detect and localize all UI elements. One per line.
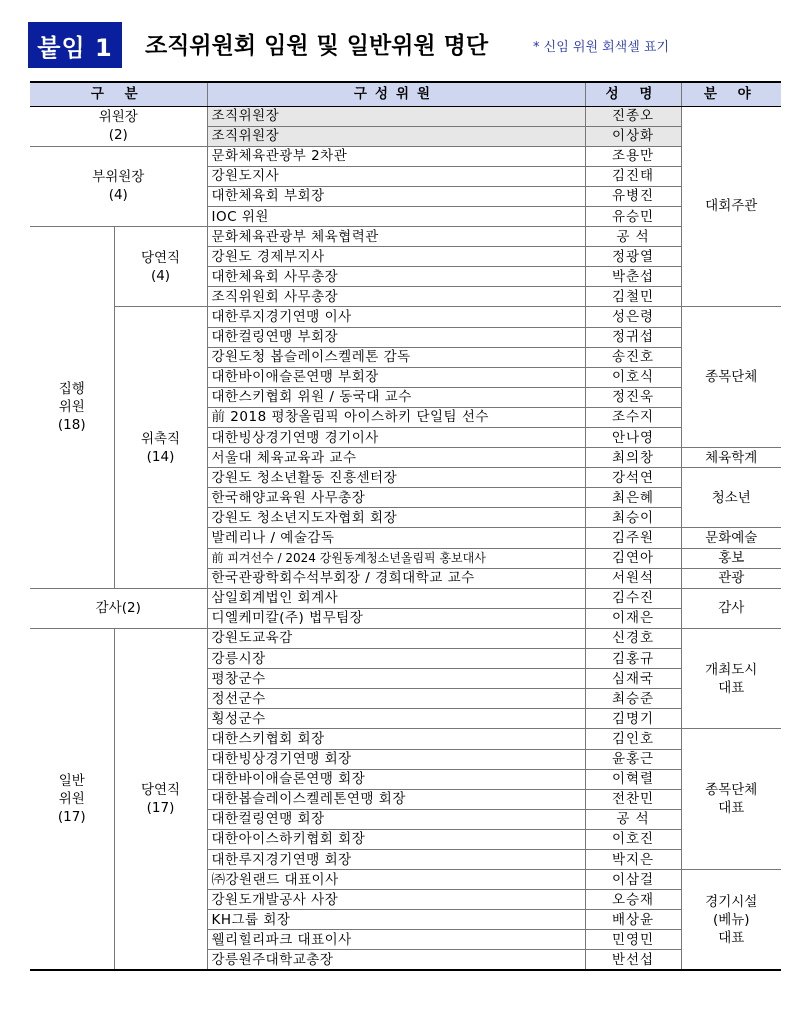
group-ex-officio-general: 당연직 (17) — [114, 628, 207, 970]
member-name: 공 석 — [585, 809, 681, 829]
member-name: 이혁렬 — [585, 769, 681, 789]
member-name: 정광열 — [585, 247, 681, 267]
member-name: 최은혜 — [585, 488, 681, 508]
member-name: 정귀섭 — [585, 327, 681, 347]
member-role: 횡성군수 — [207, 709, 585, 729]
field-academia: 체육학계 — [681, 448, 781, 468]
header-field: 분 야 — [681, 82, 781, 106]
member-role: 웰리힐리파크 대표이사 — [207, 930, 585, 950]
group-vice-chair: 부위원장 (4) — [30, 146, 207, 226]
group-auditor: 감사(2) — [30, 588, 207, 628]
member-role: 조직위원장 — [207, 106, 585, 126]
member-role: 한국해양교육원 사무총장 — [207, 488, 585, 508]
member-role: 대한컬링연맹 회장 — [207, 809, 585, 829]
table-row — [30, 588, 781, 608]
member-role: 대한체육회 사무총장 — [207, 267, 585, 287]
member-role: 대한스키협회 위원 / 동국대 교수 — [207, 387, 585, 407]
member-role: 대한컬링연맹 부회장 — [207, 327, 585, 347]
member-role: 발레리나 / 예술감독 — [207, 528, 585, 548]
header-category: 구 분 — [30, 82, 207, 106]
table-row — [30, 307, 781, 327]
legend-note: * 신임 위원 회색셀 표기 — [533, 40, 670, 55]
member-role: ㈜강원랜드 대표이사 — [207, 870, 585, 890]
member-name: 오승재 — [585, 890, 681, 910]
member-name: 신경호 — [585, 628, 681, 648]
member-name: 최승준 — [585, 689, 681, 709]
table-row — [30, 628, 781, 648]
member-name: 유병진 — [585, 186, 681, 206]
header-name: 성 명 — [585, 82, 681, 106]
member-name: 성은령 — [585, 307, 681, 327]
member-name: 서원석 — [585, 568, 681, 588]
member-role: 문화체육관광부 2차관 — [207, 146, 585, 166]
member-name: 김명기 — [585, 709, 681, 729]
member-name: 배상윤 — [585, 910, 681, 930]
member-name: 진종오 — [585, 106, 681, 126]
member-name: 김인호 — [585, 729, 681, 749]
group-executive: 집행 위원 (18) — [30, 227, 114, 589]
member-role: 강릉시장 — [207, 649, 585, 669]
member-role: 대한스키협회 회장 — [207, 729, 585, 749]
field-tourism: 관광 — [681, 568, 781, 588]
member-role: 강릉원주대학교총장 — [207, 950, 585, 970]
member-name: 김주원 — [585, 528, 681, 548]
page-title: 조직위원회 임원 및 일반위원 명단 — [145, 33, 489, 59]
member-role: 대한바이애슬론연맹 부회장 — [207, 367, 585, 387]
member-role: 대한봅슬레이스켈레톤연맹 회장 — [207, 789, 585, 809]
member-name: 김연아 — [585, 548, 681, 568]
header-member: 구성위원 — [207, 82, 585, 106]
member-role: 前 피겨선수 / 2024 강원동계청소년올림픽 홍보대사 — [207, 548, 585, 568]
member-name: 반선섭 — [585, 950, 681, 970]
member-role: 대한바이애슬론연맹 회장 — [207, 769, 585, 789]
member-name: 박춘섭 — [585, 267, 681, 287]
table-row — [30, 106, 781, 126]
member-name: 최승이 — [585, 508, 681, 528]
table-header-row — [30, 82, 781, 106]
member-role: KH그룹 회장 — [207, 910, 585, 930]
group-chair: 위원장 (2) — [30, 106, 207, 146]
member-name: 김진태 — [585, 166, 681, 186]
group-ex-officio-exec: 당연직 (4) — [114, 227, 207, 307]
table-row — [30, 146, 781, 166]
member-name: 강석연 — [585, 468, 681, 488]
member-role: IOC 위원 — [207, 206, 585, 226]
member-name: 이호식 — [585, 367, 681, 387]
field-sports-org: 종목단체 — [681, 307, 781, 448]
member-name: 김홍규 — [585, 649, 681, 669]
member-role: 강원도 청소년활동 진흥센터장 — [207, 468, 585, 488]
field-host-city: 개최도시 대표 — [681, 628, 781, 728]
member-name: 조용만 — [585, 146, 681, 166]
committee-roster-table — [30, 81, 781, 971]
member-role: 한국관광학회수석부회장 / 경희대학교 교수 — [207, 568, 585, 588]
member-role: 대한루지경기연맹 회장 — [207, 849, 585, 869]
member-role: 강원도교육감 — [207, 628, 585, 648]
field-venue: 경기시설 (베뉴) 대표 — [681, 870, 781, 970]
field-audit: 감사 — [681, 588, 781, 628]
member-role: 강원도개발공사 사장 — [207, 890, 585, 910]
group-appointed: 위촉직 (14) — [114, 307, 207, 588]
member-role: 대한빙상경기연맹 경기이사 — [207, 428, 585, 448]
member-name: 공 석 — [585, 227, 681, 247]
member-role: 강원도 청소년지도자협회 회장 — [207, 508, 585, 528]
member-role: 정선군수 — [207, 689, 585, 709]
field-culture: 문화예술 — [681, 528, 781, 548]
field-organizer: 대회주관 — [681, 106, 781, 307]
member-name: 조수지 — [585, 407, 681, 427]
member-name: 이삼걸 — [585, 870, 681, 890]
member-name: 이호진 — [585, 829, 681, 849]
member-role: 대한아이스하키협회 회장 — [207, 829, 585, 849]
field-youth: 청소년 — [681, 468, 781, 528]
member-name: 박지은 — [585, 849, 681, 869]
member-name: 김철민 — [585, 287, 681, 307]
member-name: 정진욱 — [585, 387, 681, 407]
field-sports-org-rep: 종목단체 대표 — [681, 729, 781, 870]
member-role: 대한빙상경기연맹 회장 — [207, 749, 585, 769]
member-name: 심재국 — [585, 669, 681, 689]
member-role: 조직위원회 사무총장 — [207, 287, 585, 307]
member-name: 송진호 — [585, 347, 681, 367]
member-name: 이상화 — [585, 126, 681, 146]
member-name: 유승민 — [585, 206, 681, 226]
member-role: 평창군수 — [207, 669, 585, 689]
field-promotion: 홍보 — [681, 548, 781, 568]
member-name: 전찬민 — [585, 789, 681, 809]
member-name: 김수진 — [585, 588, 681, 608]
member-role: 삼일회계법인 회계사 — [207, 588, 585, 608]
member-name: 이재은 — [585, 608, 681, 628]
member-name: 윤홍근 — [585, 749, 681, 769]
member-role: 대한루지경기연맹 이사 — [207, 307, 585, 327]
attachment-badge: 붙임 1 — [28, 22, 122, 68]
member-name: 안나영 — [585, 428, 681, 448]
member-role: 강원도지사 — [207, 166, 585, 186]
member-name: 민영민 — [585, 930, 681, 950]
member-role: 디엘케미칼(주) 법무팀장 — [207, 608, 585, 628]
table-row — [30, 227, 781, 247]
member-role: 서울대 체육교육과 교수 — [207, 448, 585, 468]
member-role: 문화체육관광부 체육협력관 — [207, 227, 585, 247]
member-role: 前 2018 평창올림픽 아이스하키 단일팀 선수 — [207, 407, 585, 427]
member-role: 대한체육회 부회장 — [207, 186, 585, 206]
member-role: 조직위원장 — [207, 126, 585, 146]
member-name: 최의창 — [585, 448, 681, 468]
member-role: 강원도청 봅슬레이스켈레톤 감독 — [207, 347, 585, 367]
member-role: 강원도 경제부지사 — [207, 247, 585, 267]
group-general: 일반 위원 (17) — [30, 628, 114, 970]
